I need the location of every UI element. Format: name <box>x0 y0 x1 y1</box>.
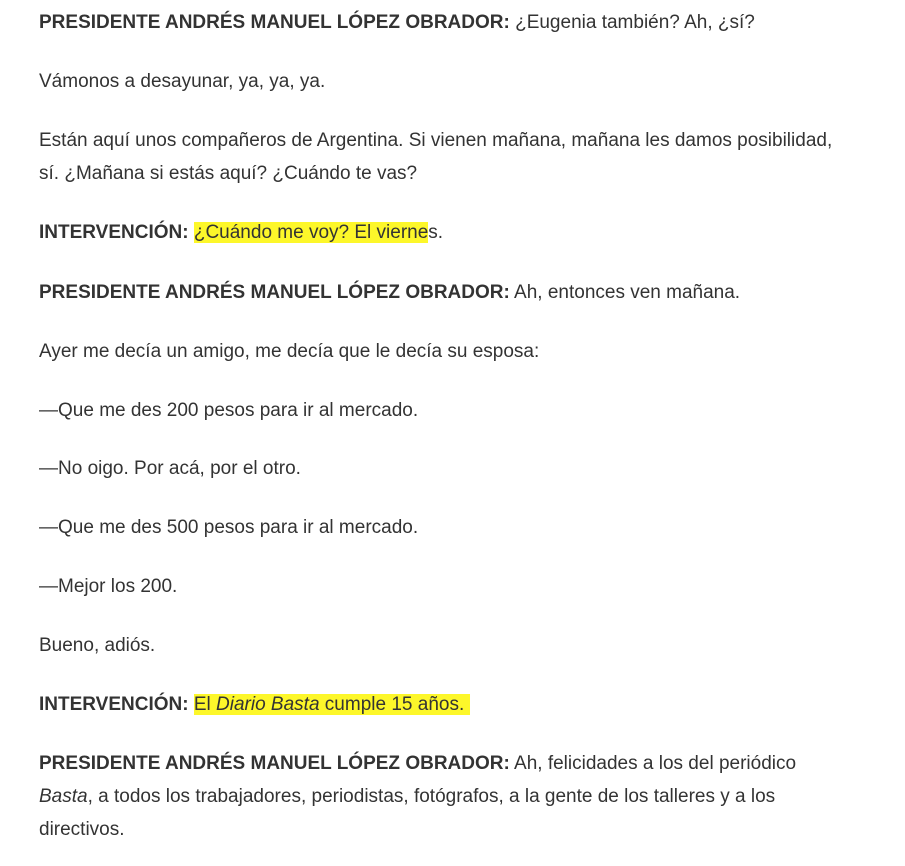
paragraph-text: —No oigo. Por acá, por el otro. <box>39 458 301 479</box>
paragraph-6 <box>39 335 839 368</box>
paragraph-10 <box>39 570 839 603</box>
paragraph-11 <box>39 629 839 662</box>
paragraph-text: Ah, felicidades a los del periódico <box>509 753 797 774</box>
paragraph-text: —Que me des 500 pesos para ir al mercado. <box>39 517 419 538</box>
paragraph-text: —Mejor los 200. <box>39 576 178 597</box>
paragraph-text: Ah, entonces ven mañana. <box>509 282 741 303</box>
paragraph-text: —Que me des 200 pesos para ir al mercado. <box>39 400 419 421</box>
publication-name: Basta <box>39 786 88 807</box>
paragraph-3 <box>39 124 839 190</box>
paragraph-5 <box>39 276 839 309</box>
speaker-label: PRESIDENTE ANDRÉS MANUEL LÓPEZ OBRADOR: <box>39 12 510 33</box>
paragraph-text: Están aquí unos compañeros de Argentina. Si vienen mañana, mañana les damos posibilidad, sí. ¿Mañana si estás aquí? ¿Cuándo te vas? <box>39 130 833 184</box>
speaker-label: PRESIDENTE ANDRÉS MANUEL LÓPEZ OBRADOR: <box>39 282 510 303</box>
paragraph-text: Bueno, adiós. <box>39 635 156 656</box>
paragraph-13 <box>39 747 839 846</box>
speaker-label: INTERVENCIÓN: <box>39 222 189 243</box>
paragraph-7 <box>39 394 839 427</box>
paragraph-8 <box>39 452 839 485</box>
paragraph-12 <box>39 688 839 721</box>
paragraph-1 <box>39 6 839 39</box>
highlight-part: cumple 15 años. <box>320 694 471 715</box>
paragraph-text: Vámonos a desayunar, ya, ya, ya. <box>39 71 326 92</box>
publication-name: Diario Basta <box>216 694 320 715</box>
paragraph-text: ¿Eugenia también? Ah, ¿sí? <box>509 12 755 33</box>
speaker-label: PRESIDENTE ANDRÉS MANUEL LÓPEZ OBRADOR: <box>39 753 510 774</box>
highlighted-text: ¿Cuándo me voy? El vierne <box>193 222 429 243</box>
paragraph-9 <box>39 511 839 544</box>
speaker-label: INTERVENCIÓN: <box>39 694 189 715</box>
paragraph-2 <box>39 65 839 98</box>
highlighted-text <box>194 694 470 715</box>
highlight-part: El <box>193 694 217 715</box>
paragraph-text: Ayer me decía un amigo, me decía que le decía su esposa: <box>39 341 540 362</box>
paragraph-text: s. <box>428 222 444 243</box>
paragraph-4 <box>39 216 839 249</box>
paragraph-text: , a todos los trabajadores, periodistas, fotógrafos, a la gente de los talleres y a los directivos. <box>39 786 776 840</box>
